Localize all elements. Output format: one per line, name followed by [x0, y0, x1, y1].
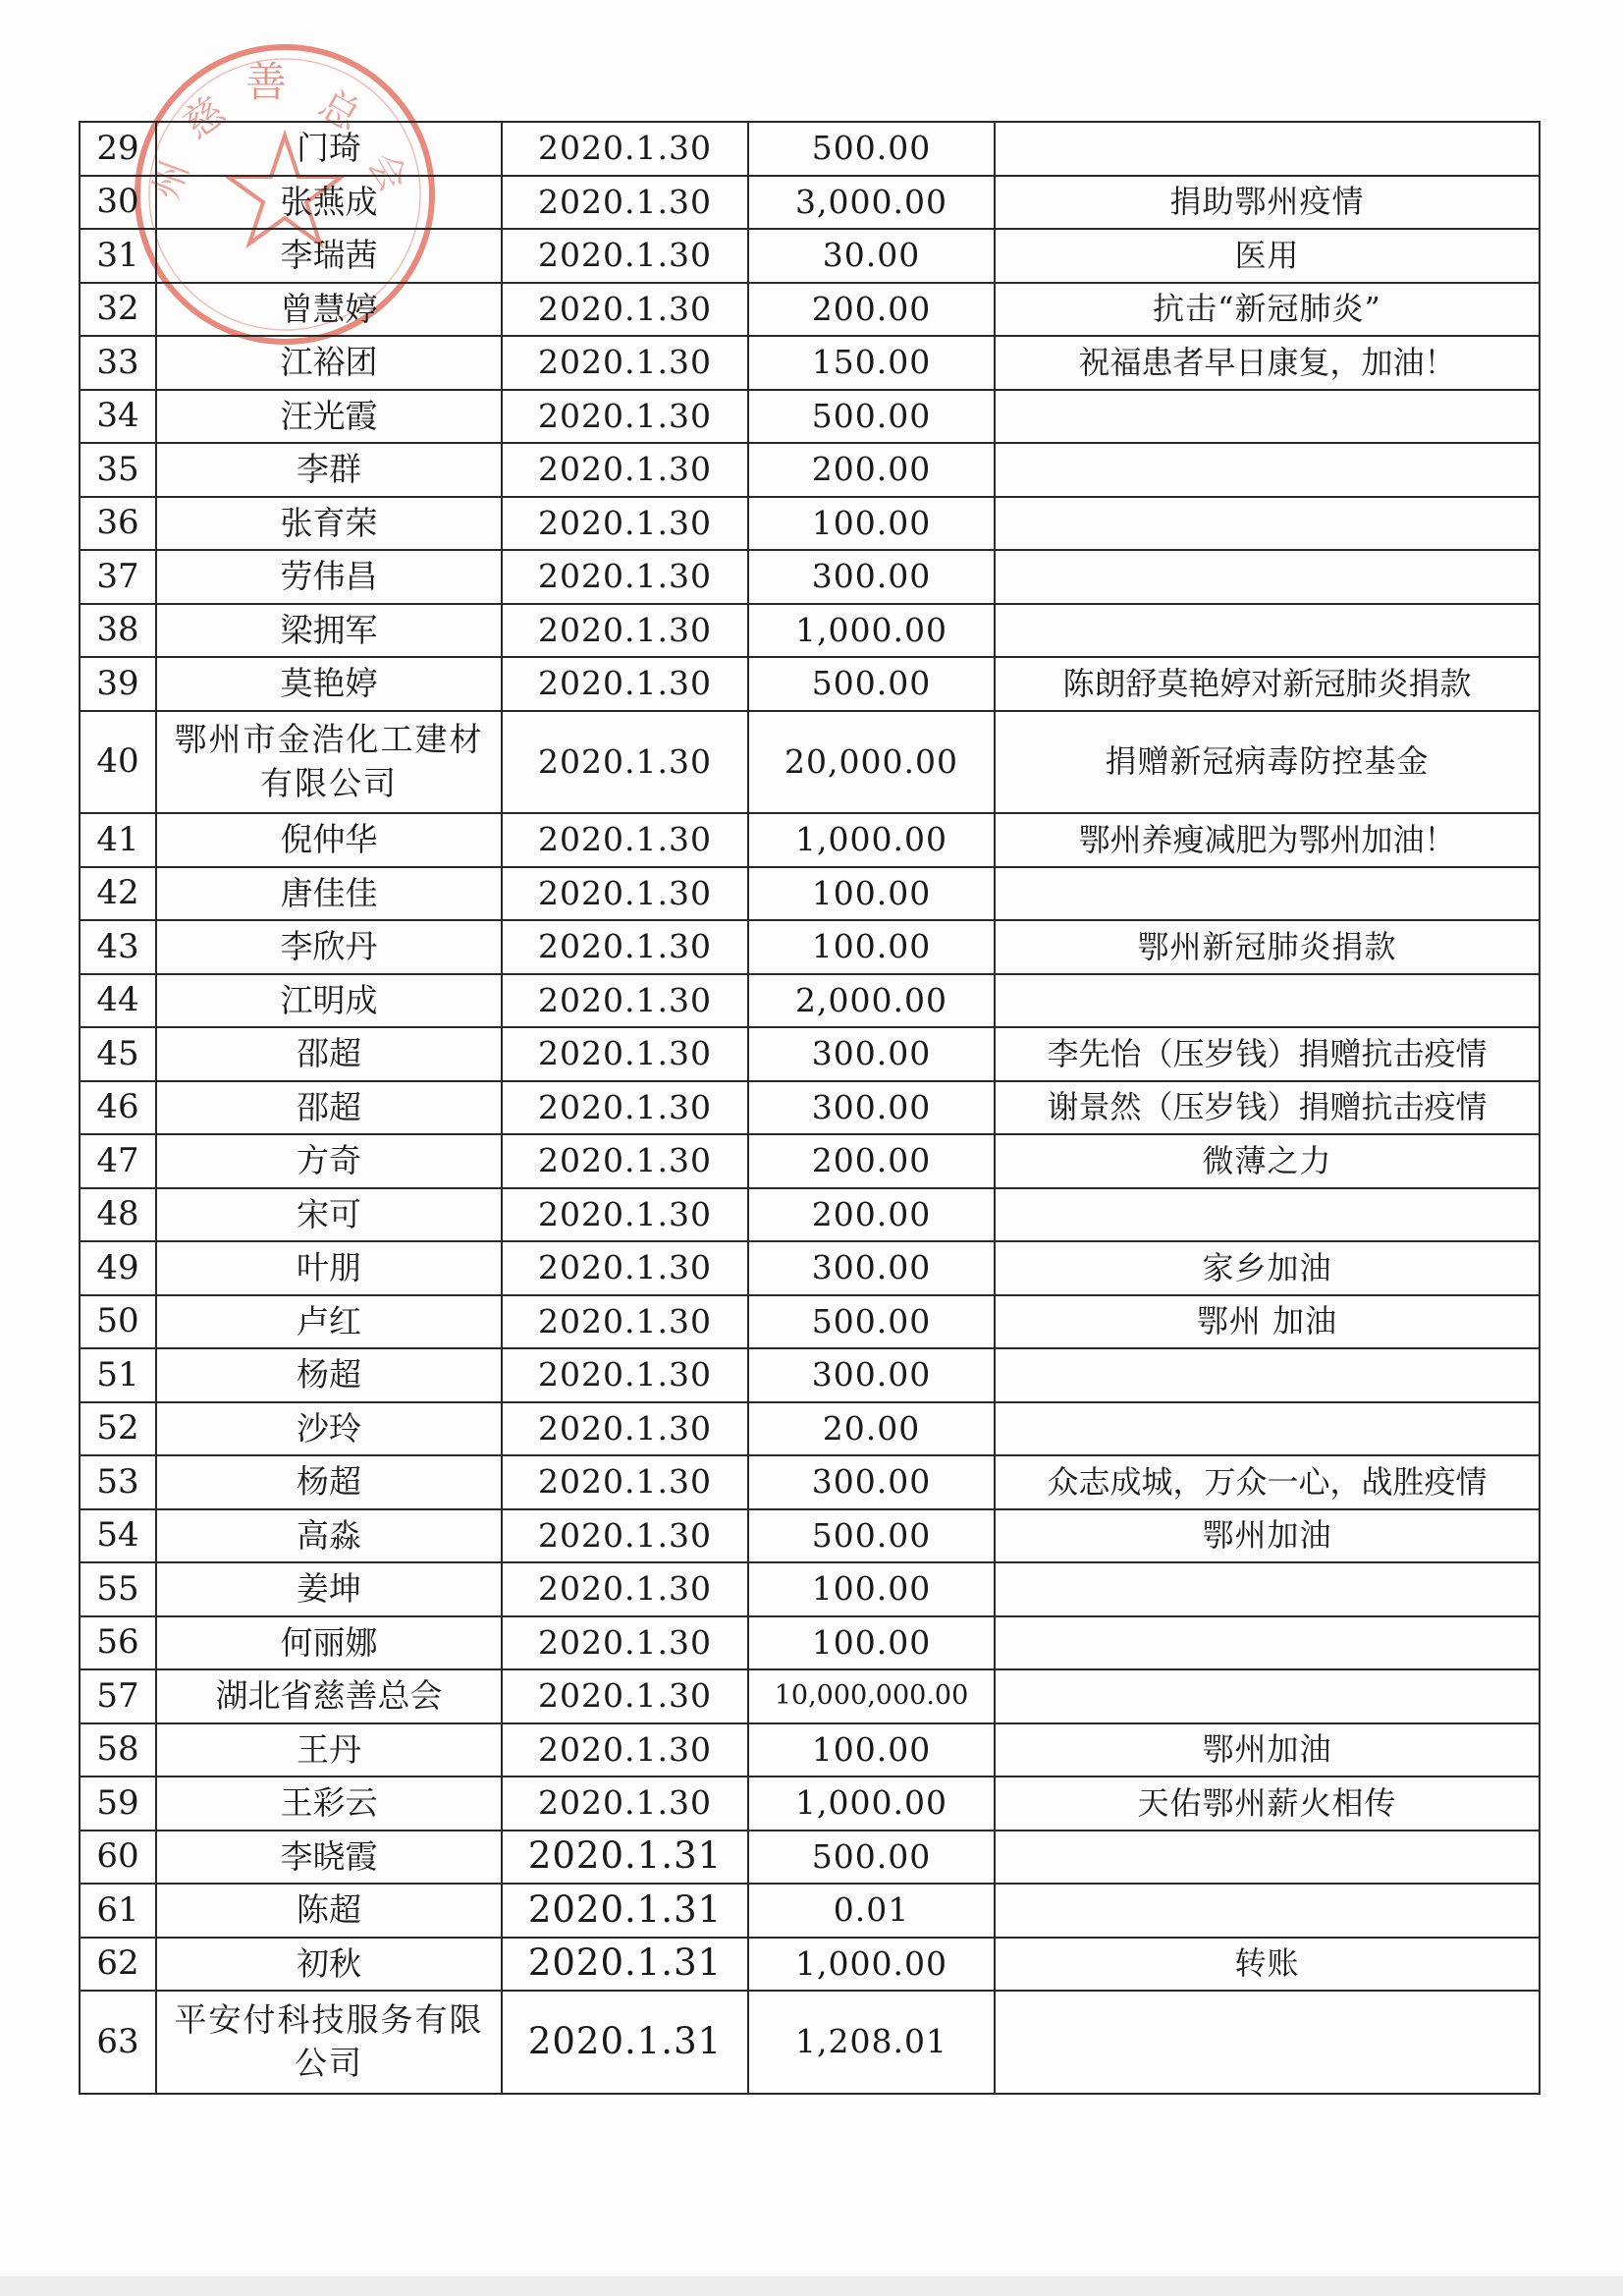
- row-number: 38: [80, 604, 156, 658]
- donation-date: 2020.1.30: [502, 974, 748, 1028]
- donation-date: 2020.1.30: [502, 176, 748, 230]
- donor-name: 王丹: [156, 1723, 502, 1777]
- table-row: [80, 283, 1540, 337]
- donation-date: 2020.1.30: [502, 867, 748, 921]
- donation-date: 2020.1.30: [502, 657, 748, 711]
- row-number: 41: [80, 813, 156, 867]
- donation-amount: 20,000.00: [748, 711, 995, 814]
- donation-amount: 1,000.00: [748, 813, 995, 867]
- table-row: [80, 1455, 1540, 1509]
- donation-amount: 100.00: [748, 867, 995, 921]
- donation-amount: 3,000.00: [748, 176, 995, 230]
- table-row: [80, 1669, 1540, 1723]
- donation-note: [995, 443, 1540, 497]
- donation-note: 捐助鄂州疫情: [995, 176, 1540, 230]
- donation-note: [995, 550, 1540, 604]
- table-row: [80, 920, 1540, 974]
- donation-note: 捐赠新冠病毒防控基金: [995, 711, 1540, 814]
- donor-name: 门琦: [156, 122, 502, 176]
- donation-amount: 500.00: [748, 122, 995, 176]
- donation-amount: 300.00: [748, 1348, 995, 1402]
- donation-amount: 150.00: [748, 336, 995, 390]
- table-row: [80, 497, 1540, 551]
- donation-note: 众志成城，万众一心，战胜疫情: [995, 1455, 1540, 1509]
- row-number: 39: [80, 657, 156, 711]
- table-row: [80, 1348, 1540, 1402]
- donation-date: 2020.1.30: [502, 443, 748, 497]
- row-number: 48: [80, 1188, 156, 1242]
- donation-date: 2020.1.30: [502, 1509, 748, 1563]
- donation-date: 2020.1.30: [502, 1241, 748, 1295]
- donation-amount: 300.00: [748, 1455, 995, 1509]
- donation-date: 2020.1.30: [502, 1562, 748, 1616]
- donation-amount: 2,000.00: [748, 974, 995, 1028]
- table-row: [80, 604, 1540, 658]
- donation-note: [995, 1348, 1540, 1402]
- donation-amount: 200.00: [748, 1188, 995, 1242]
- donor-name: 叶朋: [156, 1241, 502, 1295]
- donor-name: 何丽娜: [156, 1616, 502, 1670]
- donor-name: 曾慧婷: [156, 283, 502, 337]
- donation-amount: 1,000.00: [748, 1938, 995, 1992]
- table-row: [80, 1562, 1540, 1616]
- donation-date: 2020.1.30: [502, 283, 748, 337]
- donor-name: 李群: [156, 443, 502, 497]
- table-row: [80, 1402, 1540, 1456]
- donation-note: 鄂州加油: [995, 1509, 1540, 1563]
- donation-amount: 1,000.00: [748, 604, 995, 658]
- row-number: 31: [80, 229, 156, 283]
- donation-date: 2020.1.30: [502, 550, 748, 604]
- donation-date: 2020.1.30: [502, 1777, 748, 1831]
- donation-amount: 500.00: [748, 1831, 995, 1885]
- donation-amount: 100.00: [748, 920, 995, 974]
- donation-date: 2020.1.30: [502, 604, 748, 658]
- donor-name: 杨超: [156, 1455, 502, 1509]
- row-number: 40: [80, 711, 156, 814]
- donation-note: 抗击“新冠肺炎”: [995, 283, 1540, 337]
- donor-name: 湖北省慈善总会: [156, 1669, 502, 1723]
- donation-note: [995, 1402, 1540, 1456]
- table-row: [80, 176, 1540, 230]
- row-number: 44: [80, 974, 156, 1028]
- donation-amount: 500.00: [748, 390, 995, 444]
- scan-edge: [0, 2276, 1623, 2296]
- donation-date: 2020.1.30: [502, 1027, 748, 1081]
- row-number: 60: [80, 1831, 156, 1885]
- donation-date: 2020.1.30: [502, 711, 748, 814]
- donation-amount: 500.00: [748, 1509, 995, 1563]
- table-row: [80, 1831, 1540, 1885]
- donor-name: 邵超: [156, 1027, 502, 1081]
- donation-amount: 100.00: [748, 497, 995, 551]
- table-row: [80, 229, 1540, 283]
- row-number: 42: [80, 867, 156, 921]
- donor-name: 初秋: [156, 1938, 502, 1992]
- donation-date: 2020.1.31: [502, 1884, 748, 1938]
- donation-date: 2020.1.30: [502, 1616, 748, 1670]
- row-number: 52: [80, 1402, 156, 1456]
- donation-date: 2020.1.30: [502, 497, 748, 551]
- donation-note: [995, 1831, 1540, 1885]
- table-row: [80, 1509, 1540, 1563]
- svg-text:善: 善: [245, 58, 288, 106]
- donor-name: 杨超: [156, 1348, 502, 1402]
- table-row: [80, 1027, 1540, 1081]
- row-number: 56: [80, 1616, 156, 1670]
- donation-amount: 500.00: [748, 657, 995, 711]
- donor-name: [156, 1991, 502, 2094]
- donation-date: 2020.1.30: [502, 920, 748, 974]
- table-row: [80, 390, 1540, 444]
- donor-name: 张燕成: [156, 176, 502, 230]
- row-number: 29: [80, 122, 156, 176]
- table-row: [80, 657, 1540, 711]
- donor-name: 汪光霞: [156, 390, 502, 444]
- donation-date: 2020.1.30: [502, 229, 748, 283]
- donation-date: 2020.1.30: [502, 336, 748, 390]
- donation-note: [995, 122, 1540, 176]
- donation-amount: 300.00: [748, 1241, 995, 1295]
- table-row: [80, 1081, 1540, 1135]
- donation-date: 2020.1.30: [502, 1455, 748, 1509]
- donation-amount: 100.00: [748, 1562, 995, 1616]
- donation-note: 鄂州加油: [995, 1723, 1540, 1777]
- table-row: [80, 1188, 1540, 1242]
- row-number: 54: [80, 1509, 156, 1563]
- donation-amount: 1,208.01: [748, 1991, 995, 2094]
- donation-note: [995, 974, 1540, 1028]
- donation-note: [995, 867, 1540, 921]
- donation-amount: 200.00: [748, 283, 995, 337]
- donation-ledger-table: [79, 121, 1541, 2095]
- donation-note: [995, 1991, 1540, 2094]
- donation-date: 2020.1.31: [502, 1831, 748, 1885]
- row-number: 35: [80, 443, 156, 497]
- donation-amount: 30.00: [748, 229, 995, 283]
- donation-note: 微薄之力: [995, 1134, 1540, 1188]
- table-row: [80, 1241, 1540, 1295]
- svg-text:总: 总: [311, 81, 368, 140]
- donation-note: 谢景然（压岁钱）捐赠抗击疫情: [995, 1081, 1540, 1135]
- row-number: 59: [80, 1777, 156, 1831]
- row-number: 43: [80, 920, 156, 974]
- donation-note: 陈朗舒莫艳婷对新冠肺炎捐款: [995, 657, 1540, 711]
- table-row: [80, 867, 1540, 921]
- row-number: 47: [80, 1134, 156, 1188]
- donation-date: 2020.1.31: [502, 1938, 748, 1992]
- donation-date: 2020.1.30: [502, 390, 748, 444]
- table-row: [80, 813, 1540, 867]
- row-number: 33: [80, 336, 156, 390]
- svg-text:慈: 慈: [175, 88, 234, 148]
- donor-name: 张育荣: [156, 497, 502, 551]
- donation-amount: 300.00: [748, 550, 995, 604]
- table-row: [80, 711, 1540, 814]
- donation-note: [995, 1188, 1540, 1242]
- table-row: [80, 1723, 1540, 1777]
- donation-note: 转账: [995, 1938, 1540, 1992]
- donor-name: 唐佳佳: [156, 867, 502, 921]
- donation-note: [995, 1562, 1540, 1616]
- donation-note: 医用: [995, 229, 1540, 283]
- donation-note: [995, 390, 1540, 444]
- donation-amount: 300.00: [748, 1081, 995, 1135]
- table-row: [80, 1777, 1540, 1831]
- table-row: [80, 122, 1540, 176]
- donation-date: 2020.1.30: [502, 1081, 748, 1135]
- donor-name: 李欣丹: [156, 920, 502, 974]
- donation-note: 祝福患者早日康复，加油！: [995, 336, 1540, 390]
- donor-name: 陈超: [156, 1884, 502, 1938]
- donation-amount: 500.00: [748, 1295, 995, 1349]
- donor-name: 梁拥军: [156, 604, 502, 658]
- donation-amount: 20.00: [748, 1402, 995, 1456]
- row-number: 46: [80, 1081, 156, 1135]
- donor-name: 王彩云: [156, 1777, 502, 1831]
- donation-amount: 0.01: [748, 1884, 995, 1938]
- donor-name: 方奇: [156, 1134, 502, 1188]
- row-number: 36: [80, 497, 156, 551]
- donation-note: 天佑鄂州薪火相传: [995, 1777, 1540, 1831]
- row-number: 49: [80, 1241, 156, 1295]
- table-row: [80, 336, 1540, 390]
- donor-name-text: 平安付科技服务有限公司: [174, 1999, 484, 2083]
- donation-note: [995, 604, 1540, 658]
- row-number: 30: [80, 176, 156, 230]
- row-number: 53: [80, 1455, 156, 1509]
- donation-amount: 200.00: [748, 1134, 995, 1188]
- donor-name: 卢红: [156, 1295, 502, 1349]
- donation-note: [995, 497, 1540, 551]
- donation-date: 2020.1.30: [502, 1723, 748, 1777]
- donation-date: 2020.1.30: [502, 1348, 748, 1402]
- table-row: [80, 974, 1540, 1028]
- row-number: 32: [80, 283, 156, 337]
- donor-name: 李瑞茜: [156, 229, 502, 283]
- table-row: [80, 1938, 1540, 1992]
- row-number: 61: [80, 1884, 156, 1938]
- table-row: [80, 1884, 1540, 1938]
- donation-amount: 100.00: [748, 1723, 995, 1777]
- row-number: 50: [80, 1295, 156, 1349]
- svg-text:州: 州: [143, 154, 197, 205]
- donation-date: 2020.1.30: [502, 813, 748, 867]
- donation-date: 2020.1.30: [502, 1402, 748, 1456]
- donor-name: 沙玲: [156, 1402, 502, 1456]
- donation-amount: 300.00: [748, 1027, 995, 1081]
- donor-name: 邵超: [156, 1081, 502, 1135]
- row-number: 37: [80, 550, 156, 604]
- row-number: 34: [80, 390, 156, 444]
- donor-name-text: 鄂州市金浩化工建材有限公司: [174, 720, 484, 802]
- donor-name: 宋可: [156, 1188, 502, 1242]
- table-row: [80, 1134, 1540, 1188]
- donation-date: 2020.1.30: [502, 1295, 748, 1349]
- row-number: 51: [80, 1348, 156, 1402]
- donation-date: 2020.1.30: [502, 122, 748, 176]
- table-row: [80, 1991, 1540, 2094]
- donation-note: [995, 1616, 1540, 1670]
- donor-name: 劳伟昌: [156, 550, 502, 604]
- donation-date: 2020.1.31: [502, 1991, 748, 2094]
- donation-note: 鄂州新冠肺炎捐款: [995, 920, 1540, 974]
- donor-name: 高淼: [156, 1509, 502, 1563]
- donation-note: [995, 1884, 1540, 1938]
- donor-name: 江明成: [156, 974, 502, 1028]
- table-row: [80, 1616, 1540, 1670]
- donor-name: 姜坤: [156, 1562, 502, 1616]
- table-row: [80, 550, 1540, 604]
- row-number: 58: [80, 1723, 156, 1777]
- donation-note: 李先怡（压岁钱）捐赠抗击疫情: [995, 1027, 1540, 1081]
- donation-amount: 10,000,000.00: [748, 1669, 995, 1723]
- donation-note: 鄂州 加油: [995, 1295, 1540, 1349]
- row-number: 63: [80, 1991, 156, 2094]
- donor-name: 江裕团: [156, 336, 502, 390]
- donation-note: 家乡加油: [995, 1241, 1540, 1295]
- donor-name: 李晓霞: [156, 1831, 502, 1885]
- donation-note: [995, 1669, 1540, 1723]
- donor-name: [156, 711, 502, 814]
- table-row: [80, 1295, 1540, 1349]
- donor-name: 莫艳婷: [156, 657, 502, 711]
- row-number: 57: [80, 1669, 156, 1723]
- donation-date: 2020.1.30: [502, 1188, 748, 1242]
- row-number: 55: [80, 1562, 156, 1616]
- donation-date: 2020.1.30: [502, 1669, 748, 1723]
- table-row: [80, 443, 1540, 497]
- donation-date: 2020.1.30: [502, 1134, 748, 1188]
- svg-text:会: 会: [359, 144, 416, 199]
- ledger-body: [80, 122, 1540, 2094]
- row-number: 62: [80, 1938, 156, 1992]
- row-number: 45: [80, 1027, 156, 1081]
- donation-amount: 100.00: [748, 1616, 995, 1670]
- donation-amount: 1,000.00: [748, 1777, 995, 1831]
- donor-name: 倪仲华: [156, 813, 502, 867]
- donation-note: 鄂州养瘦减肥为鄂州加油！: [995, 813, 1540, 867]
- donation-amount: 200.00: [748, 443, 995, 497]
